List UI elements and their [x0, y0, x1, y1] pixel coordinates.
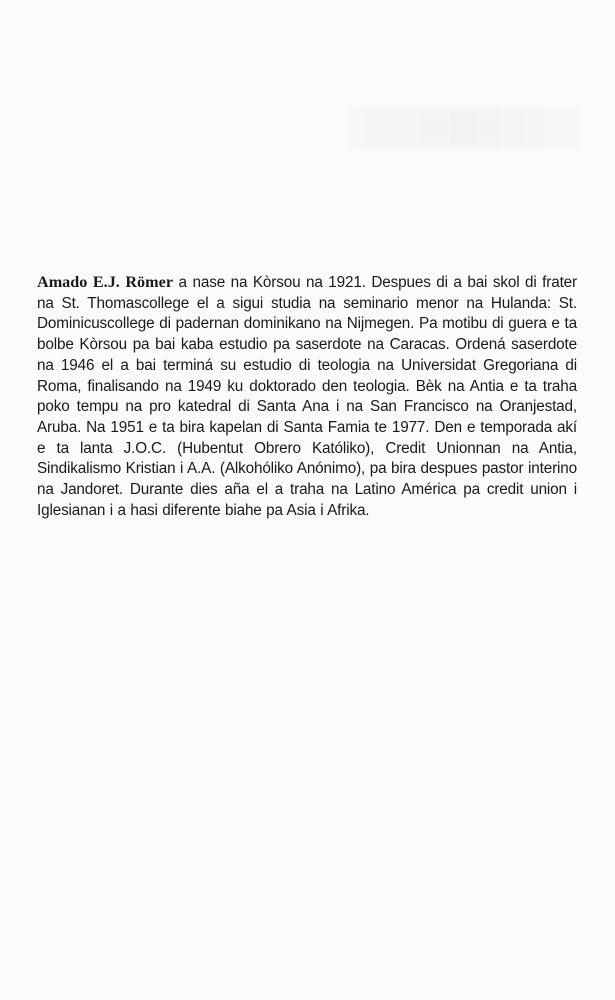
bleed-through-shadow [350, 108, 580, 148]
biography-text: a nase na Kòrsou na 1921. Despues di a bai skol di frater na St. Thomascollege el a sigui studia na seminario menor na Hulanda: St. Dominicuscollege di padernan dominikano na Nijmegen. Pa motibu di guera e ta bolbe Kòrsou pa bai kaba estudio pa saserdote na Caracas. Ordená saserdote na 1946 el a bai terminá su estudio di teologia na Universidat Gregoriana di Roma, finalisando na 1949 ku doktorado den teologia. Bèk na Antia e ta traha poko tempu na pro katedral di Santa Ana i na San Francisco na Oranjestad, Aruba. Na 1951 e ta bira kapelan di Santa Famia te 1977. Den e temporada akí e ta lanta J.O.C. (Hubentut Obrero Katóliko), Credit Unionnan na Antia, Sindikalismo Kristian i A.A. (Alkohóliko Anónimo), pa bira despues pastor interino na Jandoret. Durante dies aña el a traha na Latino América pa credit union i Iglesianan i a hasi diferente biahe pa Asia i Afrika. [37, 274, 577, 519]
author-biography [37, 272, 577, 521]
author-name: Amado E.J. Römer [37, 273, 173, 291]
